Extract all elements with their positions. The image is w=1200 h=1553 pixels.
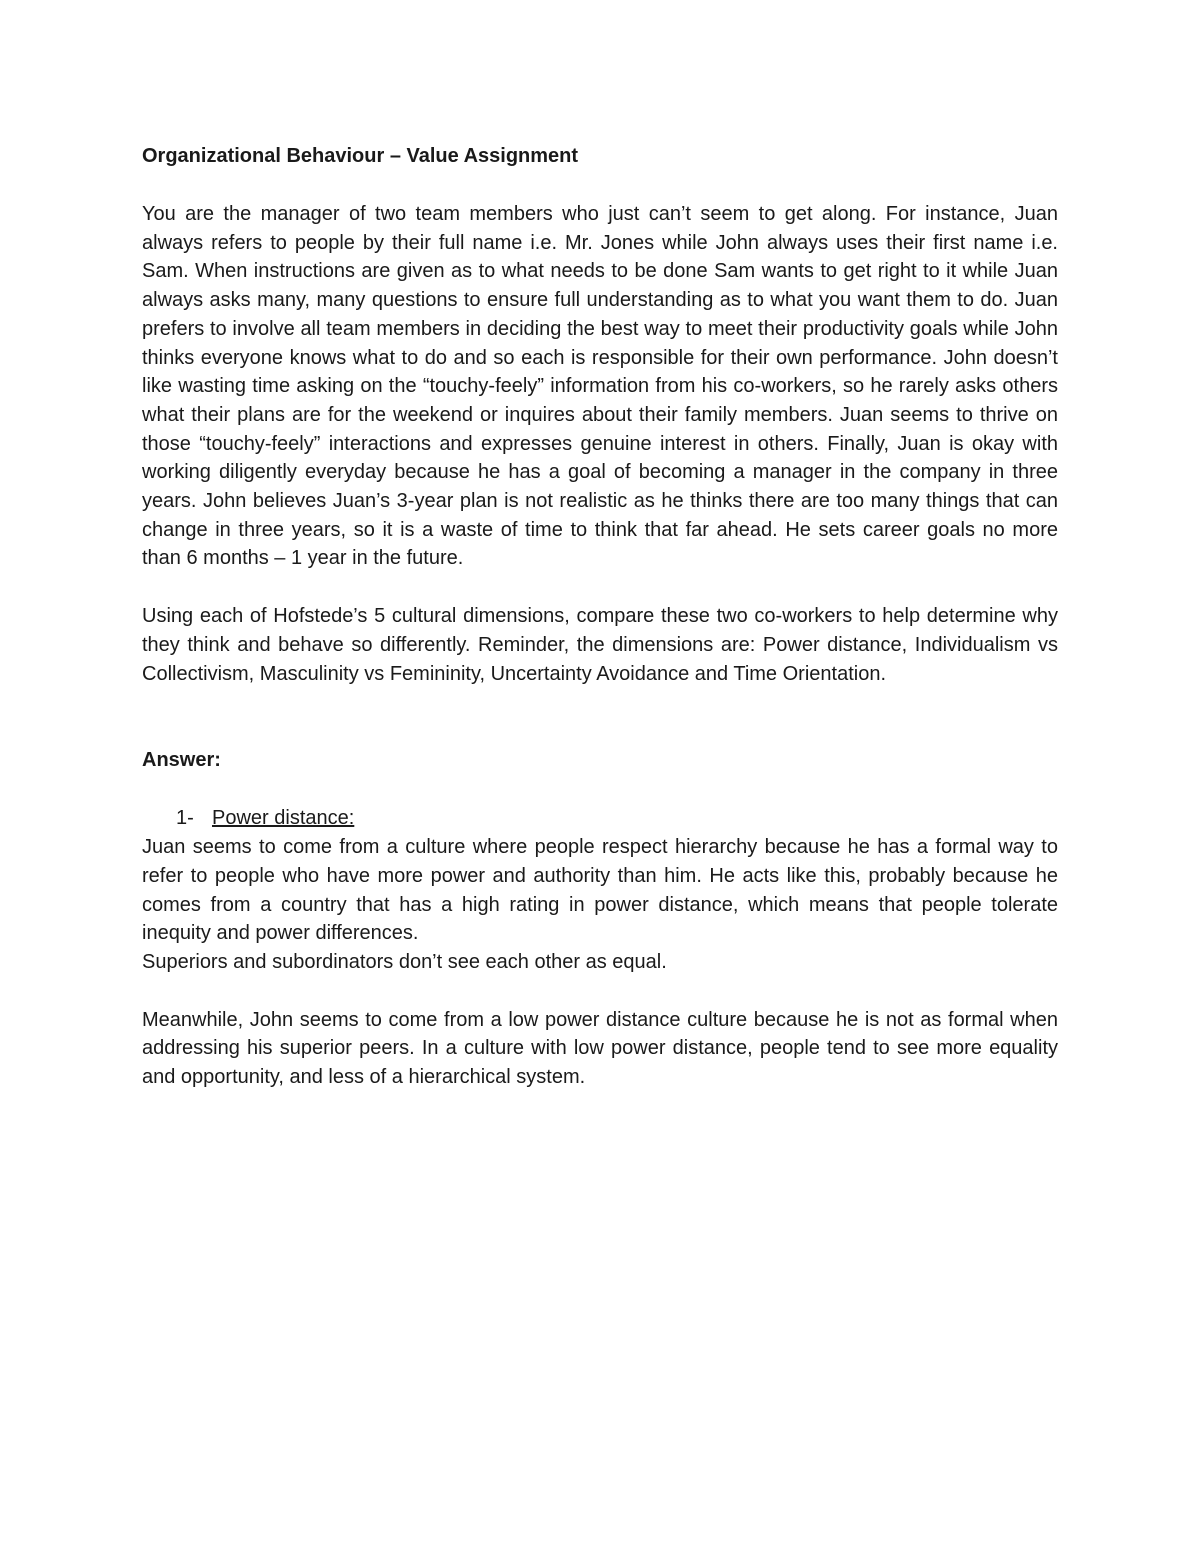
answer-item-number: 1-	[176, 807, 194, 830]
answer-item-power-distance	[142, 804, 1058, 833]
task-paragraph: Using each of Hofstede’s 5 cultural dimensions, compare these two co-workers to help determine why they think and behave so differently. Reminder, the dimensions are: Power distance, Individualism vs Collectivism, Masculinity vs Femininity, Uncertainty Avoidance and Time Orientation.	[142, 605, 1058, 685]
document-page	[142, 142, 1058, 1092]
intro-paragraph: You are the manager of two team members who just can’t seem to get along. For instance, Juan always refers to people by their full name i.e. Mr. Jones while John always uses their first name i.e. Sam. When instructions are given as to what needs to be done Sam wants to get right to it while Juan always asks many, many questions to ensure full understanding as to what you want them to do. Juan prefers to involve all team members in deciding the best way to meet their productivity goals while John thinks everyone knows what to do and so each is responsible for their own performance. John doesn’t like wasting time asking on the “touchy-feely” information from his co-workers, so he rarely asks others what their plans are for the weekend or inquires about their family members. Juan seems to thrive on those “touchy-feely” interactions and expresses genuine interest in others. Finally, Juan is okay with working diligently everyday because he has a goal of becoming a manager in the company in three years. John believes Juan’s 3-year plan is not realistic as he thinks there are too many things that can change in three years, so it is a waste of time to think that far ahead. He sets career goals no more than 6 months – 1 year in the future.	[142, 203, 1058, 570]
answer-paragraph-juan: Juan seems to come from a culture where people respect hierarchy because he has a formal way to refer to people who have more power and authority than him. He acts like this, probably because he comes from a country that has a high rating in power distance, which means that people tolerate inequity and power differences.	[142, 836, 1058, 945]
answer-item-heading: Power distance:	[212, 807, 355, 830]
answer-paragraph-john: Meanwhile, John seems to come from a low power distance culture because he is not as formal when addressing his superior peers. In a culture with low power distance, people tend to see more equality and opportunity, and less of a hierarchical system.	[142, 1008, 1058, 1089]
answer-paragraph-superiors: Superiors and subordinators don’t see each other as equal.	[142, 951, 667, 974]
answer-label: Answer:	[142, 749, 221, 772]
document-title: Organizational Behaviour – Value Assignment	[142, 145, 579, 167]
